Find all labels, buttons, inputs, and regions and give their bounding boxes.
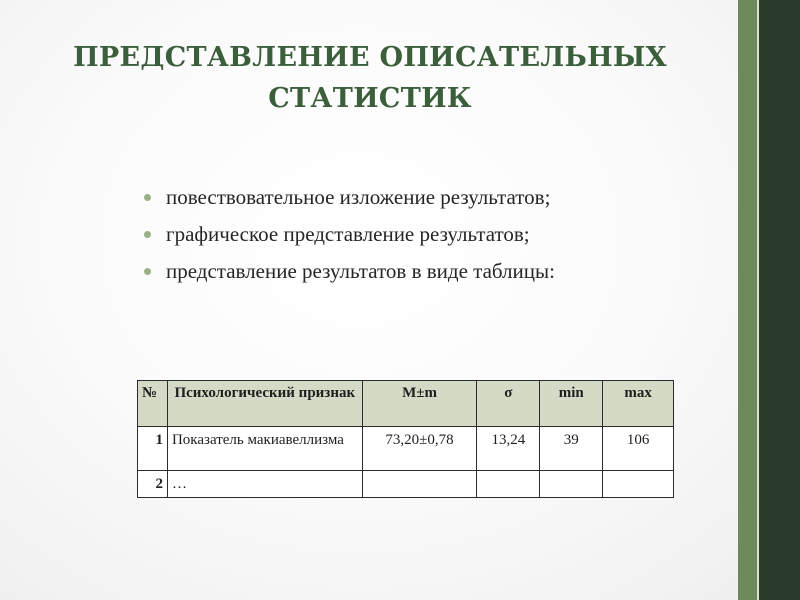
bullet-dot-icon: [144, 194, 151, 201]
bullet-text: графическое представление результатов;: [166, 222, 530, 246]
cell-trait: …: [167, 471, 362, 498]
cell-min: 39: [540, 427, 603, 471]
cell-mean: 73,20±0,78: [362, 427, 477, 471]
bullet-text: повествовательное изложение результатов;: [166, 185, 551, 209]
bullet-item: [142, 179, 555, 216]
table-row: [138, 471, 674, 498]
header-max: max: [603, 381, 674, 427]
bullet-dot-icon: [144, 268, 151, 275]
header-min: min: [540, 381, 603, 427]
header-trait: Психологический признак: [167, 381, 362, 427]
cell-sigma: [477, 471, 540, 498]
header-mean: M±m: [362, 381, 477, 427]
cell-sigma: 13,24: [477, 427, 540, 471]
cell-max: [603, 471, 674, 498]
bullet-text: представление результатов в виде таблицы:: [166, 259, 555, 283]
cell-max: 106: [603, 427, 674, 471]
table-row: [138, 427, 674, 471]
bullet-item: [142, 253, 555, 290]
bullet-list: [142, 179, 555, 290]
header-number: №: [138, 381, 168, 427]
cell-min: [540, 471, 603, 498]
table-header-row: [138, 381, 674, 427]
cell-number: 2: [138, 471, 168, 498]
statistics-table: [137, 380, 674, 498]
right-decor-stripe-dark: [759, 0, 800, 600]
header-sigma: σ: [477, 381, 540, 427]
right-decor-stripe-mid: [738, 0, 757, 600]
cell-number: 1: [138, 427, 168, 471]
cell-mean: [362, 471, 477, 498]
bullet-item: [142, 216, 555, 253]
cell-trait: Показатель макиавеллизма: [167, 427, 362, 471]
slide-title: ПРЕДСТАВЛЕНИЕ ОПИСАТЕЛЬНЫХ СТАТИСТИК: [73, 42, 667, 114]
bullet-dot-icon: [144, 231, 151, 238]
